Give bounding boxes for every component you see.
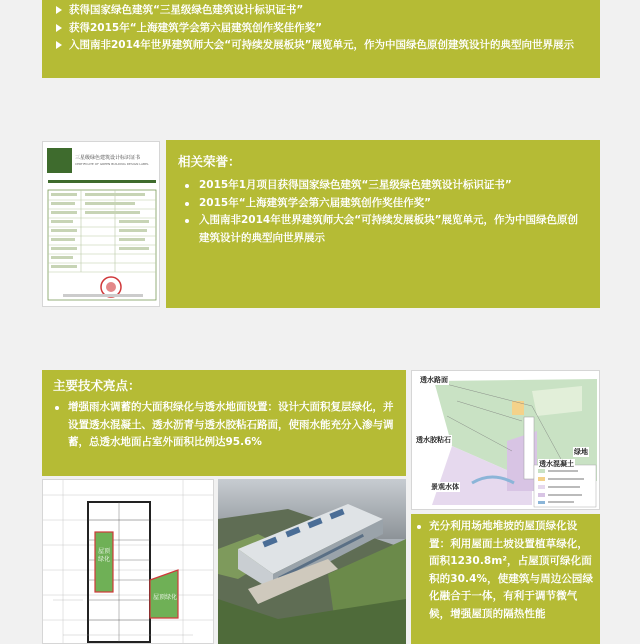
site-label: 透水混凝土	[539, 460, 574, 468]
certificate-title: 三星级绿色建筑设计标识证书	[75, 155, 141, 161]
top-award-item: 获得国家绿色建筑“三星级绿色建筑设计标识证书”	[69, 4, 304, 16]
floor-plan-label: 屋顶绿化	[153, 594, 178, 601]
honors-panel	[166, 140, 600, 308]
top-awards-panel	[42, 0, 600, 78]
tech-item: 充分利用场地堆坡的屋顶绿化设置：利用屋面土坡设置植草绿化，面积1230.8m²，占屋顶可绿化面积的30.4%，使建筑与周边公园绿化融合于一体，有利于调节微气候，增强屋顶的隔热性能	[429, 520, 594, 620]
site-label: 景观水体	[431, 483, 459, 491]
roof-greening-panel	[411, 514, 600, 644]
honor-item: 入围南非2014年世界建筑师大会“可持续发展板块”展览单元，作为中国绿色原创建筑设计的典型向世界展示	[199, 214, 579, 244]
top-award-item: 获得2015年“上海建筑学会第六届建筑创作奖佳作奖”	[69, 21, 323, 34]
floor-plan-label: 屋顶绿化	[98, 548, 111, 563]
site-label: 透水胶粘石	[416, 436, 451, 444]
tech-panel	[42, 370, 406, 476]
honor-item: 2015年1月项目获得国家绿色建筑“三星级绿色建筑设计标识证书”	[199, 179, 512, 191]
certificate-image	[42, 141, 160, 307]
site-label: 透水路面	[420, 376, 448, 384]
certificate-title-en: CERTIFICATE OF GREEN BUILDING DESIGN LABEL	[75, 162, 149, 166]
honors-title: 相关荣誉：	[178, 154, 241, 169]
site-label: 绿地	[574, 448, 588, 456]
honor-item: 2015年“上海建筑学会第六届建筑创作奖佳作奖”	[199, 196, 432, 209]
site-plan-image	[411, 370, 600, 510]
tech-item: 增强雨水调蓄的大面积绿化与透水地面设置：设计大面积复层绿化，并设置透水混凝土、透水沥青与透水胶粘石路面，使雨水能充分入渗与调蓄，总透水地面占室外面积比例达95.6%	[68, 401, 394, 448]
top-award-item: 入围南非2014年世界建筑师大会“可持续发展板块”展览单元，作为中国绿色原创建筑设计的典型向世界展示	[69, 39, 575, 51]
floor-plan-image	[42, 479, 214, 644]
tech-title: 主要技术亮点：	[53, 378, 141, 393]
aerial-render-image	[218, 479, 406, 644]
